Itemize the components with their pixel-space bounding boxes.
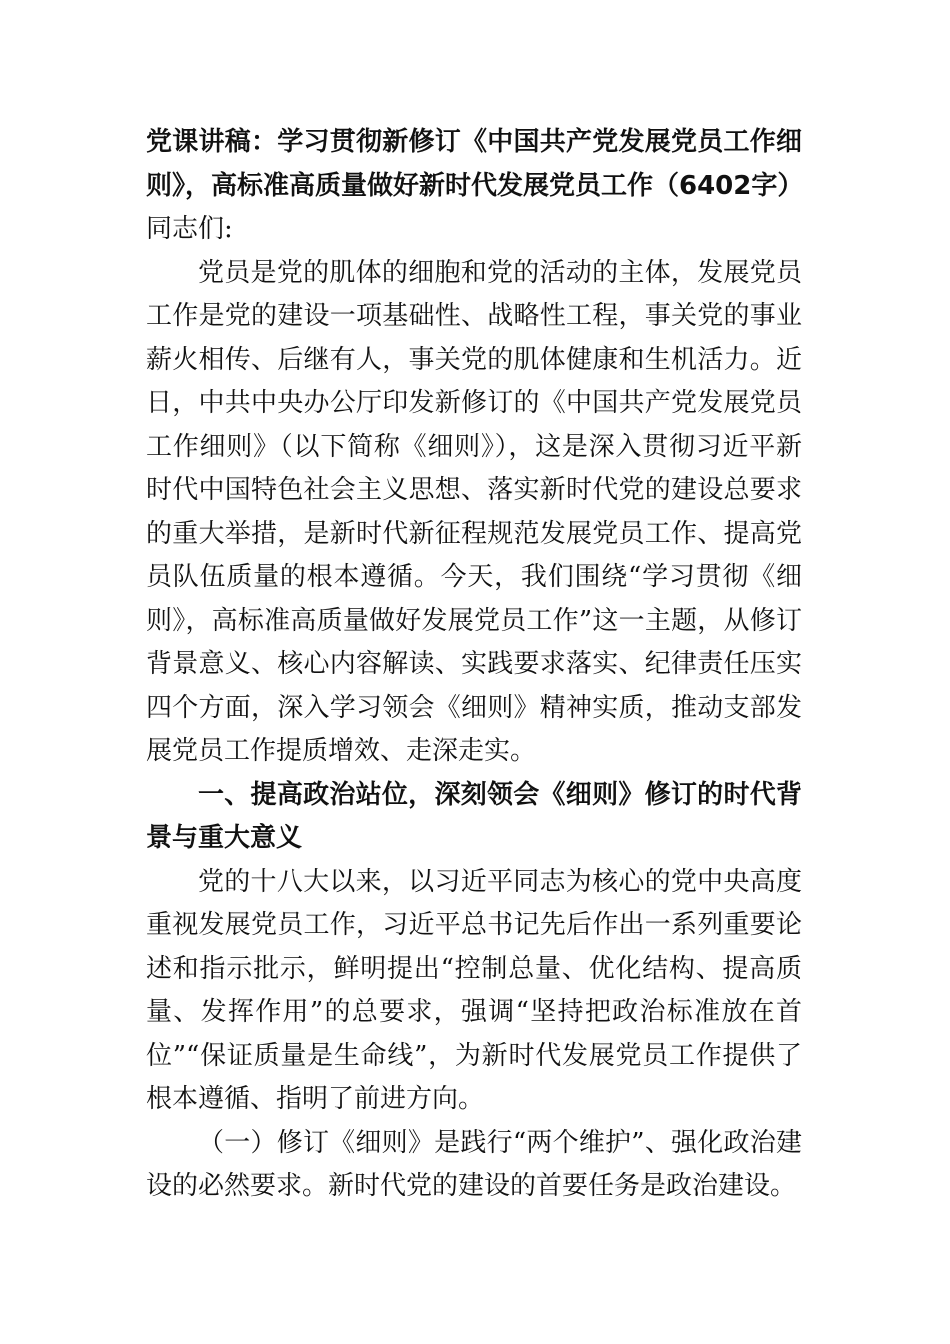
document-title: 党课讲稿：学习贯彻新修订《中国共产党发展党员工作细则》，高标准高质量做好新时代发展党员工作（6402字） (146, 127, 804, 201)
document-body (146, 121, 802, 1209)
intro-paragraph: 党员是党的肌体的细胞和党的活动的主体，发展党员工作是党的建设一项基础性、战略性工程，事关党的事业薪火相传、后继有人，事关党的肌体健康和生机活力。近日，中共中央办公厅印发新修订的《中国共产党发展党员工作细则》（以下简称《细则》），这是深入贯彻习近平新时代中国特色社会主义思想、落实新时代党的建设总要求的重大举措，是新时代新征程规范发展党员工作、提高党员队伍质量的根本遵循。今天，我们围绕“学习贯彻《细则》，高标准高质量做好发展党员工作”这一主题，从修订背景意义、核心内容解读、实践要求落实、纪律责任压实四个方面，深入学习领会《细则》精神实质，推动支部发展党员工作提质增效、走深走实。 (146, 257, 802, 766)
section-1-paragraph: 党的十八大以来，以习近平同志为核心的党中央高度重视发展党员工作，习近平总书记先后作出一系列重要论述和指示批示，鲜明提出“控制总量、优化结构、提高质量、发挥作用”的总要求，强调“坚持把政治标准放在首位”“保证质量是生命线”，为新时代发展党员工作提供了根本遵循、指明了前进方向。 (146, 866, 802, 1114)
salutation: 同志们: (146, 214, 233, 244)
subsection-1-paragraph: （一）修订《细则》是践行“两个维护”、强化政治建设的必然要求。新时代党的建设的首要任务是政治建设。 (146, 1127, 802, 1201)
section-heading-1: 一、提高政治站位，深刻领会《细则》修订的时代背景与重大意义 (146, 779, 802, 853)
